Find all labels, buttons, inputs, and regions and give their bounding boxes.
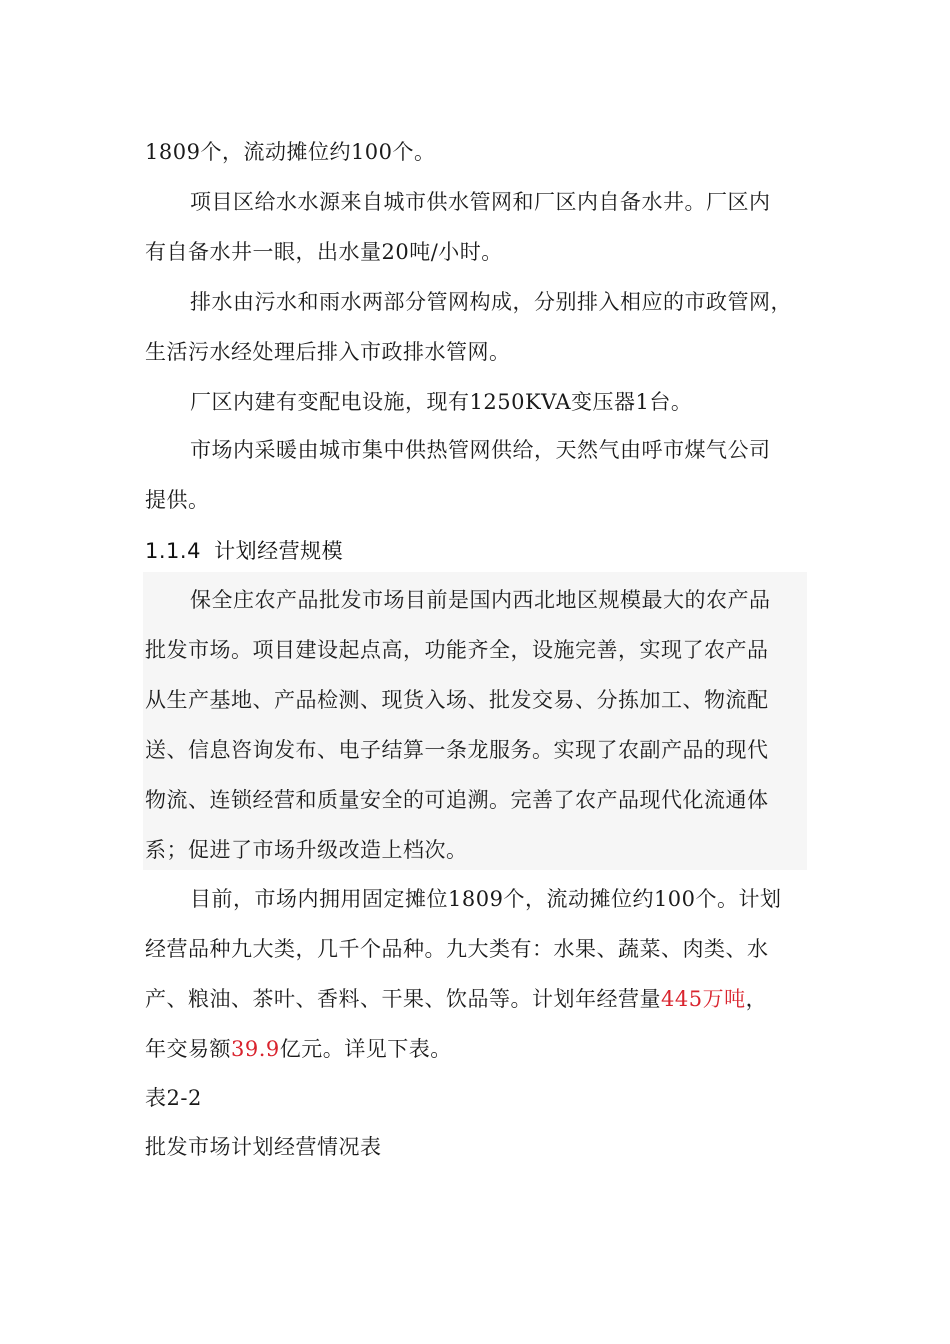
paragraph-line: 生活污水经处理后排入市政排水管网。: [145, 340, 511, 364]
text-run: 亿元。详见下表。: [279, 1037, 452, 1061]
highlighted-line: 批发市场。项目建设起点高，功能齐全，设施完善，实现了农产品: [145, 638, 769, 662]
section-heading: [145, 537, 343, 565]
text-run: 产、粮油、茶叶、香料、干果、饮品等。计划年经营量: [145, 987, 661, 1011]
paragraph-line: 提供。: [145, 488, 210, 512]
section-title: 计划经营规模: [214, 539, 344, 563]
text-run: 年交易额: [145, 1037, 231, 1061]
highlighted-line: 送、信息咨询发布、电子结算一条龙服务。实现了农副产品的现代: [145, 738, 769, 762]
highlighted-line: 从生产基地、产品检测、现货入场、批发交易、分拣加工、物流配: [145, 688, 769, 712]
table-title: 批发市场计划经营情况表: [145, 1135, 382, 1159]
table-number: 表2-2: [145, 1086, 202, 1110]
paragraph-line: 厂区内建有变配电设施，现有1250KVA变压器1台。: [190, 390, 693, 414]
annual-volume-value: 445万吨: [661, 987, 746, 1011]
paragraph-line: 1809个，流动摊位约100个。: [145, 140, 436, 164]
paragraph-line: [145, 1035, 452, 1063]
paragraph-line: 经营品种九大类，几千个品种。九大类有：水果、蔬菜、肉类、水: [145, 937, 769, 961]
paragraph-line: [145, 985, 767, 1013]
annual-turnover-value: 39.9: [231, 1037, 280, 1061]
paragraph-line: 有自备水井一眼，出水量20吨/小时。: [145, 240, 503, 264]
highlighted-line: 物流、连锁经营和质量安全的可追溯。完善了农产品现代化流通体: [145, 788, 769, 812]
text-run: ，: [745, 987, 768, 1011]
paragraph-line: 市场内采暖由城市集中供热管网供给，天然气由呼市煤气公司: [190, 438, 771, 462]
paragraph-line: 目前，市场内拥用固定摊位1809个，流动摊位约100个。计划: [190, 887, 782, 911]
section-number: 1.1.4: [145, 539, 201, 563]
highlighted-line: 系；促进了市场升级改造上档次。: [145, 838, 468, 862]
highlighted-paragraph-background: [143, 572, 807, 870]
highlighted-line: 保全庄农产品批发市场目前是国内西北地区规模最大的农产品: [190, 588, 771, 612]
paragraph-line: 项目区给水水源来自城市供水管网和厂区内自备水井。厂区内: [190, 190, 771, 214]
paragraph-line: 排水由污水和雨水两部分管网构成，分别排入相应的市政管网，: [190, 290, 792, 314]
